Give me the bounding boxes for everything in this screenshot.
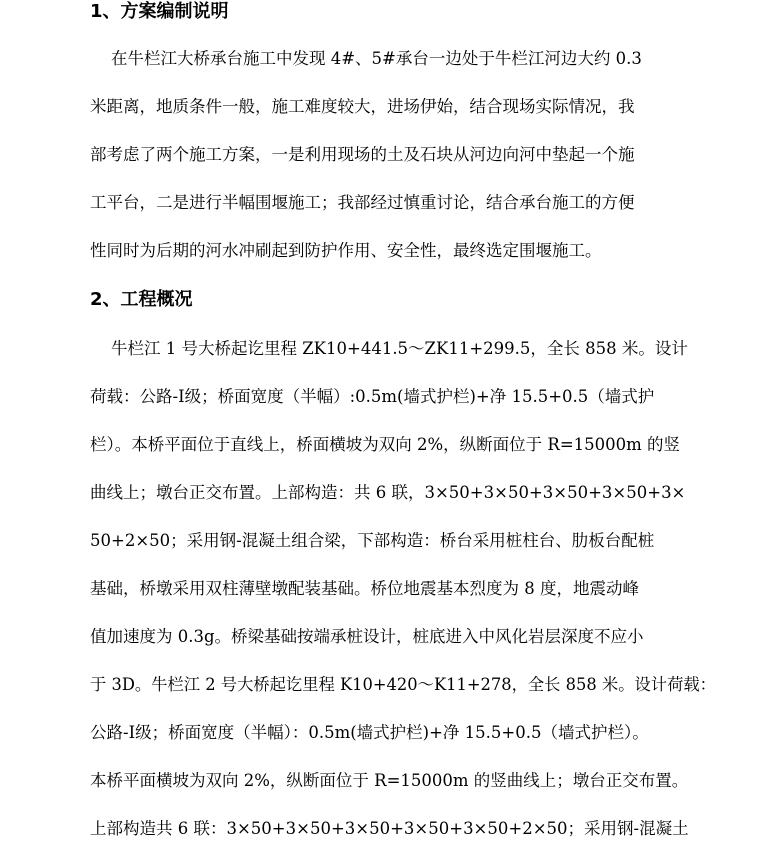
section-1-line-2: 米距离，地质条件一般，施工难度较大，进场伊始，结合现场实际情况，我 [90, 97, 635, 116]
section-2-line-2: 荷载：公路-Ⅰ级；桥面宽度（半幅）:0.5m(墙式护栏)+净 15.5+0.5（墙式护 [90, 387, 655, 406]
section-2-line-3: 栏）。本桥平面位于直线上，桥面横坡为双向 2%，纵断面位于 R=15000m 的竖 [90, 435, 681, 454]
section-2-line-5: 50+2×50；采用钢-混凝土组合梁，下部构造：桥台采用桩柱台、肋板台配桩 [90, 531, 655, 550]
section-1-heading: 1、方案编制说明 [90, 1, 229, 22]
section-1-line-3: 部考虑了两个施工方案，一是利用现场的土及石块从河边向河中垫起一个施 [90, 145, 635, 164]
section-1-line-4: 工平台，二是进行半幅围堰施工；我部经过慎重讨论，结合承台施工的方便 [90, 193, 635, 212]
section-2-line-7: 值加速度为 0.3g。桥梁基础按端承桩设计，桩底进入中风化岩层深度不应小 [90, 627, 644, 646]
section-2-line-1: 牛栏江 1 号大桥起讫里程 ZK10+441.5～ZK11+299.5，全长 858 米。设计 [90, 339, 688, 358]
section-2-line-9: 公路-Ⅰ级；桥面宽度（半幅）：0.5m(墙式护栏)+净 15.5+0.5（墙式护栏）。 [90, 723, 649, 742]
section-2-line-6: 基础，桥墩采用双柱薄壁墩配装基础。桥位地震基本烈度为 8 度，地震动峰 [90, 579, 639, 598]
section-2-line-11: 上部构造共 6 联：3×50+3×50+3×50+3×50+3×50+2×50；采用钢-混凝土 [90, 819, 689, 838]
section-2-line-4: 曲线上；墩台正交布置。上部构造：共 6 联，3×50+3×50+3×50+3×50+3× [90, 483, 686, 502]
section-1-line-1: 在牛栏江大桥承台施工中发现 4#、5#承台一边处于牛栏江河边大约 0.3 [90, 49, 642, 68]
section-1-line-5: 性同时为后期的河水冲刷起到防护作用、安全性，最终选定围堰施工。 [90, 241, 602, 260]
section-2-line-10: 本桥平面横坡为双向 2%，纵断面位于 R=15000m 的竖曲线上；墩台正交布置。 [90, 771, 689, 790]
section-2-line-8: 于 3D。牛栏江 2 号大桥起讫里程 K10+420～K11+278，全长 858 米。设计荷载： [90, 675, 716, 694]
section-2-heading: 2、工程概况 [90, 289, 193, 310]
